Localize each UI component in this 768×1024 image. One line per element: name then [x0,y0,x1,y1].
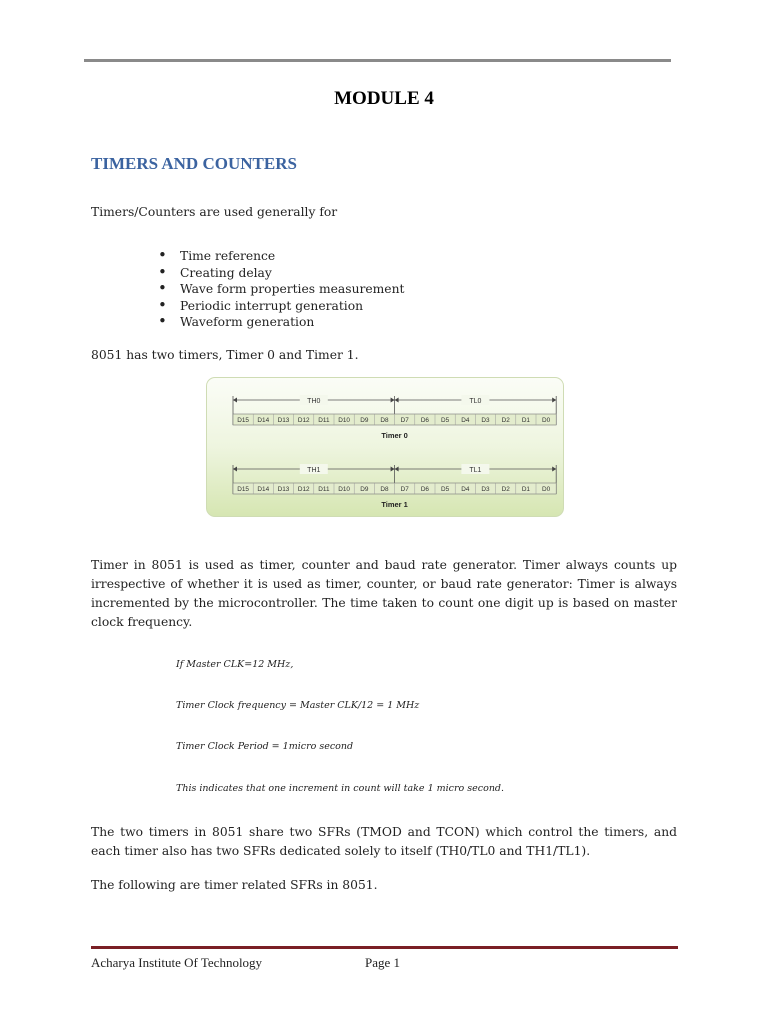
arrowhead [233,467,237,472]
footer-institute: Acharya Institute Of Technology [91,955,263,970]
formula-line: If Master CLK=12 MHz, [176,659,294,670]
bit-label: D4 [461,417,470,424]
arrowhead [233,398,237,403]
bit-label: D9 [360,417,369,424]
register-label: TH1 [307,467,321,474]
bit-label: D12 [297,417,310,424]
bit-label: D6 [420,486,429,493]
register-label: TH0 [307,398,321,405]
formula-line: Timer Clock frequency = Master CLK/12 = 1 MHz [176,700,420,711]
bit-label: D10 [338,417,350,424]
bit-label: D3 [481,417,490,424]
module-title: MODULE 4 [334,88,434,109]
formula-line: This indicates that one increment in count will take 1 micro second. [176,783,505,794]
bit-label: D4 [461,486,470,493]
list-item: • Creating delay [158,265,404,282]
bit-label: D2 [501,417,510,424]
timer-name: Timer 1 [381,500,408,509]
register-label: TL0 [469,398,482,405]
timer-description: Timer in 8051 is used as timer, counter and baud rate generator. Timer always counts up irrespective of whether it is used as timer, counter, or baud rate generator: Timer is always incremented by the microcontroller. The time taken to count one digit up is based on master clock frequency. [91,558,677,629]
bit-label: D1 [521,486,530,493]
arrowhead [552,467,556,472]
timer-name: Timer 0 [381,431,408,440]
bit-label: D14 [257,417,270,424]
bit-label: D0 [542,486,551,493]
bit-label: D11 [318,486,330,493]
bit-label: D1 [521,417,530,424]
bit-label: D13 [277,417,290,424]
timer-registers-diagram [206,377,564,517]
header-rule [84,59,671,62]
bit-label: D13 [277,486,290,493]
sfr-intro: The following are timer related SFRs in 8051. [91,878,378,892]
list-item: • Waveform generation [158,314,404,331]
arrowhead [391,398,395,403]
bit-label: D7 [400,417,409,424]
bit-label: D15 [237,486,249,493]
bit-label: D10 [338,486,350,493]
footer-rule [91,946,678,949]
bit-label: D14 [257,486,270,493]
bit-label: D5 [441,417,450,424]
timers-sentence: 8051 has two timers, Timer 0 and Timer 1. [91,348,359,362]
section-heading: TIMERS AND COUNTERS [91,154,297,173]
arrowhead [391,467,395,472]
bit-label: D7 [400,486,409,493]
list-item: • Periodic interrupt generation [158,298,404,315]
bit-label: D12 [297,486,310,493]
sfr-description: The two timers in 8051 share two SFRs (TMOD and TCON) which control the timers, and each timer also has two SFRs dedicated solely to itself (TH0/TL0 and TH1/TL1). [91,825,677,858]
uses-list [158,248,404,331]
list-item: • Time reference [158,248,404,265]
list-item: • Wave form properties measurement [158,281,404,298]
bit-label: D3 [481,486,490,493]
footer-page-number: Page 1 [365,955,401,970]
bit-label: D11 [318,417,330,424]
bit-label: D15 [237,417,249,424]
bit-label: D5 [441,486,450,493]
bit-label: D8 [380,417,389,424]
register-label: TL1 [469,467,482,474]
arrowhead [395,398,399,403]
formula-line: Timer Clock Period = 1micro second [176,741,354,752]
bit-label: D0 [542,417,551,424]
timer-registers-svg [207,378,563,516]
bit-label: D2 [501,486,510,493]
bit-label: D8 [380,486,389,493]
arrowhead [552,398,556,403]
intro-text: Timers/Counters are used generally for [91,205,338,219]
arrowhead [395,467,399,472]
bit-label: D6 [420,417,429,424]
bit-label: D9 [360,486,369,493]
